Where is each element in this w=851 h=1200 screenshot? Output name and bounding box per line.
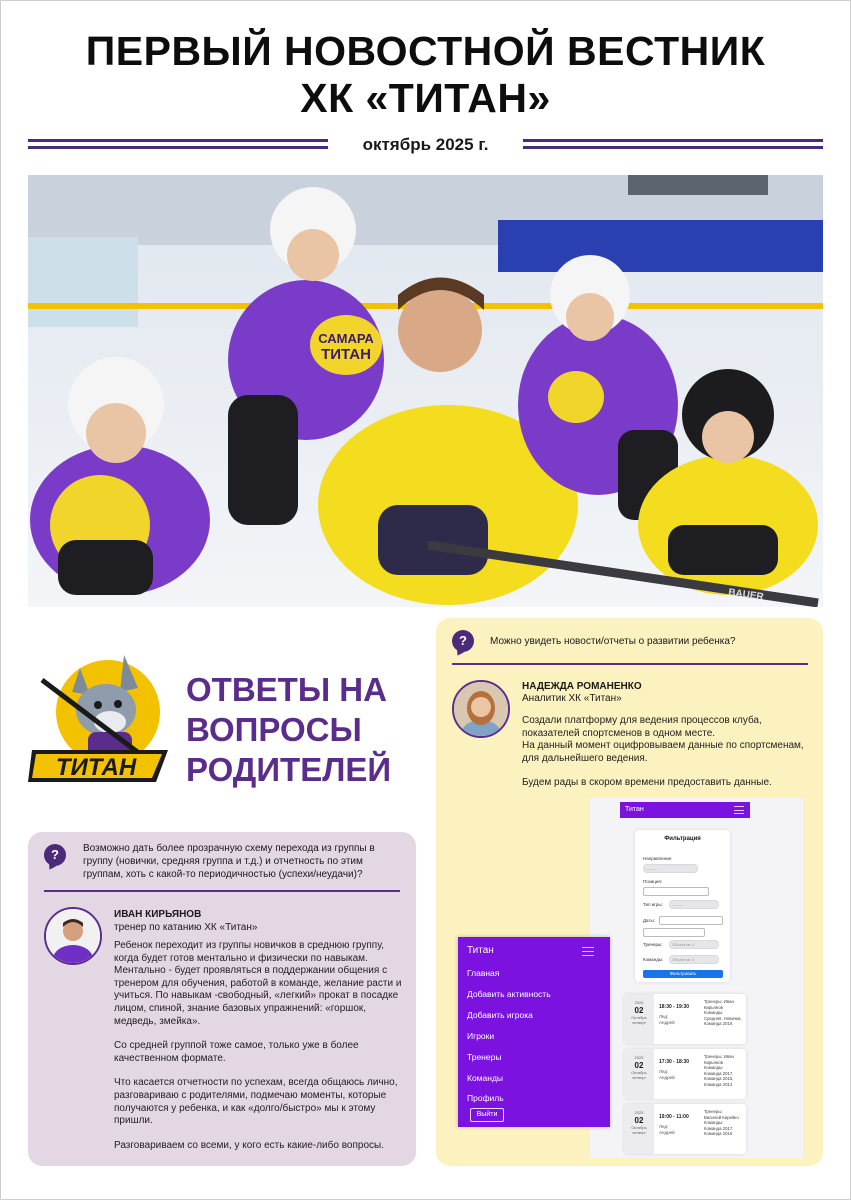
app-topbar-title: Титан [625, 806, 644, 813]
date-row [28, 134, 823, 156]
event-teams-label: Команды: [704, 1120, 724, 1126]
jersey-text-2: ТИТАН [321, 346, 371, 363]
menu-item-players[interactable]: Игроки [467, 1031, 495, 1041]
event-coach-label: Тренеры: Иван [704, 1054, 734, 1059]
event-month: Октябрь [631, 1125, 647, 1130]
answer-paragraph: Ребенок переходит из группы новичков в среднюю группу, когда будет готов ментально и физически по навыкам. Ментально - будет проявляться в поддержании общения с тренером для обучения, работой в команде, желание расти и учиться. По навыкам -свободный, «легкий» прокат в посадке лицом, спиной, знание базовых упражнений: «горшок, медведь, змейка». [114, 940, 402, 1027]
person-name-nadezhda: НАДЕЖДА РОМАНЕНКО [522, 681, 642, 692]
app-topbar [620, 802, 750, 818]
left-double-rule [28, 139, 328, 151]
app-side-menu [458, 937, 610, 1127]
newsletter-title [0, 28, 851, 122]
event-year: 2025 [634, 1110, 644, 1115]
event-details [704, 1109, 744, 1137]
answer-paragraph: На данный момент оцифровываем данные по спортсменам, для дальнейшего ведения. [522, 740, 804, 764]
event-place-label: Лед: [659, 1014, 669, 1019]
event-place-label: Лед: [659, 1069, 669, 1074]
qa-section-heading [186, 670, 426, 790]
event-place-value: Андрей [659, 1130, 675, 1135]
menu-item-add-activity[interactable]: Добавить активность [467, 989, 551, 999]
event-weekday: четверг [632, 1020, 646, 1025]
event-teams: Команда 2017, Команда 2016 [704, 1125, 734, 1137]
answer-ivan [114, 940, 404, 1152]
question-mark-icon: ? [44, 844, 66, 866]
filter-position-label: Позиция: [643, 879, 663, 884]
menu-item-profile[interactable]: Профиль [467, 1093, 504, 1103]
event-place [659, 1069, 675, 1081]
event-year: 2025 [634, 1055, 644, 1060]
event-card[interactable] [624, 1104, 746, 1154]
answer-paragraph: Разговариваем со всеми, у кого есть какие-либо вопросы. [114, 1139, 384, 1151]
qa-heading-line-3: РОДИТЕЛЕЙ [186, 751, 392, 788]
logout-button[interactable]: Выйти [470, 1108, 504, 1122]
filter-direction-label: Направление: [643, 856, 673, 861]
answer-paragraph: Создали платформу для ведения процессов клуба, показателей спортсменов в одном месте. [522, 715, 762, 739]
event-coach-label: Тренеры: Иван [704, 999, 734, 1004]
filter-coaches-select[interactable]: Объектов: 0 [669, 940, 719, 949]
event-date [624, 1049, 654, 1099]
team-photo-illustration [28, 175, 823, 607]
event-coach: Кирьянов [704, 1004, 723, 1010]
answer-nadezhda [522, 715, 812, 790]
person-avatar-icon [454, 682, 508, 736]
filter-date-to-input[interactable] [643, 928, 705, 937]
question-divider [452, 663, 808, 665]
filter-date-from-input[interactable] [659, 916, 723, 925]
event-coach: Василий Кирейко [704, 1114, 739, 1120]
event-details [704, 1054, 744, 1088]
event-month: Октябрь [631, 1070, 647, 1075]
filter-coaches-label: Тренеры: [643, 942, 663, 947]
team-photo [28, 175, 823, 607]
filter-position-input[interactable] [643, 887, 709, 896]
event-date [624, 994, 654, 1044]
filter-teams-label: Команды: [643, 957, 664, 962]
person-avatar-icon [46, 909, 100, 963]
person-role-ivan: тренер по катанию ХК «Титан» [114, 922, 258, 933]
event-year: 2025 [634, 1000, 644, 1005]
event-day: 02 [634, 1116, 644, 1125]
event-coach-label: Тренеры: [704, 1109, 723, 1114]
event-place [659, 1014, 675, 1026]
jersey-text-1: САМАРА [318, 331, 374, 346]
stick-brand: BAUER [727, 587, 765, 603]
titan-logo [28, 650, 173, 800]
title-line-2: ХК «ТИТАН» [300, 75, 551, 121]
event-place [659, 1124, 675, 1136]
avatar-nadezhda [452, 680, 510, 738]
menu-title: Титан [467, 945, 494, 956]
filter-game-type-select[interactable]: -------- [669, 900, 719, 909]
menu-item-coaches[interactable]: Тренеры [467, 1052, 502, 1062]
event-place-value: Андрей [659, 1075, 675, 1080]
qa-card-coach [28, 832, 416, 1166]
logo-text: ТИТАН [55, 754, 137, 781]
event-teams-label: Команды: [704, 1065, 724, 1071]
title-line-1: ПЕРВЫЙ НОВОСТНОЙ ВЕСТНИК [85, 28, 766, 74]
issue-date: октябрь 2025 г. [362, 135, 489, 154]
filter-button[interactable]: Фильтровать [643, 970, 723, 978]
event-card[interactable] [624, 1049, 746, 1099]
avatar-ivan [44, 907, 102, 965]
menu-item-add-player[interactable]: Добавить игрока [467, 1010, 533, 1020]
event-time: 19:00 - 11:00 [659, 1114, 689, 1120]
burger-menu-icon[interactable] [582, 947, 594, 956]
filter-teams-select[interactable]: Объектов: 0 [669, 955, 719, 964]
event-place-value: Андрей [659, 1020, 675, 1025]
event-day: 02 [634, 1061, 644, 1070]
answer-paragraph: Со средней группой тоже самое, только уже в более качественном формате. [114, 1040, 359, 1064]
event-teams: Команда 2017, Команда 2015, Команда 2014 [704, 1070, 734, 1087]
event-date [624, 1104, 654, 1154]
question-mark-icon: ? [452, 630, 474, 652]
question-text: Можно увидеть новости/отчеты о развитии ребенка? [490, 636, 736, 647]
event-teams: Средняя, Новички, Команда 2016 [704, 1015, 742, 1027]
event-details [704, 999, 744, 1027]
wolf-mascot-icon [28, 650, 173, 800]
menu-item-home[interactable]: Главная [467, 968, 500, 978]
filter-direction-select[interactable]: -------- [643, 864, 698, 873]
qa-heading-line-2: ВОПРОСЫ [186, 711, 362, 748]
question-text: Возможно дать более прозрачную схему перехода из группы в группу (новички, средняя группа и т.д.) и отчетность по этим группам, хоть с какой-то периодичностью (успехи/неудачи)? [83, 843, 375, 880]
app-screenshot [590, 798, 803, 1158]
answer-paragraph: Что касается отчетности по успехам, всегда общаюсь лично, разговариваю с родителями, подмечаю моменты, которые получаются у ребенка, и как «долго/быстро» мы к этому пришли. [114, 1077, 398, 1127]
event-teams-label: Команды: [704, 1010, 724, 1016]
filter-panel [635, 830, 730, 982]
event-time: 18:30 - 19:30 [659, 1004, 690, 1010]
answer-paragraph: Будем рады в скором времени предоставить данные. [522, 777, 772, 789]
filter-game-type-label: Тип игры: [643, 902, 663, 907]
right-double-rule [523, 139, 823, 151]
event-time: 17:30 - 18:30 [659, 1059, 690, 1065]
event-day: 02 [634, 1006, 644, 1015]
filter-title: Фильтрация [664, 836, 701, 842]
event-card[interactable] [624, 994, 746, 1044]
event-weekday: четверг [632, 1075, 646, 1080]
filter-dates-label: Даты: [643, 918, 655, 923]
qa-heading-line-1: ОТВЕТЫ НА [186, 671, 387, 708]
event-month: Октябрь [631, 1015, 647, 1020]
person-role-nadezhda: Аналитик ХК «Титан» [522, 693, 622, 704]
event-weekday: четверг [632, 1130, 646, 1135]
question-divider [44, 890, 400, 892]
person-name-ivan: ИВАН КИРЬЯНОВ [114, 909, 202, 920]
burger-menu-icon[interactable] [734, 806, 744, 814]
event-place-label: Лед: [659, 1124, 669, 1129]
event-coach: Кирьянов [704, 1059, 723, 1065]
menu-item-teams[interactable]: Команды [467, 1073, 504, 1083]
